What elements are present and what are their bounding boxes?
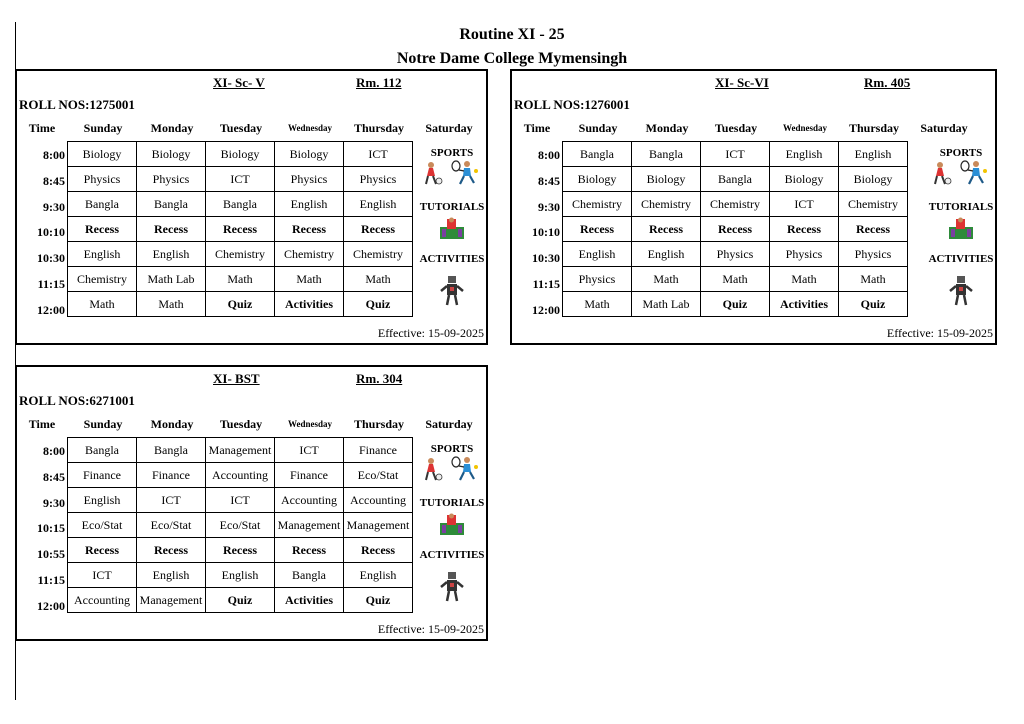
time-slot: 8:45 <box>43 173 65 188</box>
time-slot: 12:00 <box>37 598 65 613</box>
saturday-label-activities: ACTIVITIES <box>928 253 994 265</box>
table-row <box>68 217 413 242</box>
schedule-grid <box>67 437 413 613</box>
day-header-wednesday: Wednesday <box>287 123 332 133</box>
time-slot: 10:15 <box>37 521 65 536</box>
table-row <box>68 292 413 317</box>
schedule-cell: Biology <box>770 167 839 192</box>
schedule-cell: Physics <box>770 242 839 267</box>
schedule-cell: Recess <box>137 538 206 563</box>
day-header-saturday: Saturday <box>920 121 968 135</box>
time-slot: 12:00 <box>532 302 560 317</box>
schedule-cell: Recess <box>770 217 839 242</box>
activity-robot-icon <box>439 571 465 606</box>
schedule-cell: Physics <box>68 167 137 192</box>
schedule-cell: Recess <box>344 217 413 242</box>
schedule-cell: Biology <box>206 142 275 167</box>
schedule-cell: Management <box>275 513 344 538</box>
schedule-cell: Finance <box>137 463 206 488</box>
schedule-cell: Eco/Stat <box>344 463 413 488</box>
schedule-cell: Chemistry <box>632 192 701 217</box>
day-header-tuesday: Tuesday <box>219 121 263 135</box>
day-header-sunday: Sunday <box>83 121 123 135</box>
college-name: Notre Dame College Mymensingh <box>396 50 628 67</box>
table-row <box>68 267 413 292</box>
time-slot: 9:30 <box>538 199 560 214</box>
schedule-cell: English <box>206 563 275 588</box>
saturday-label-sports: SPORTS <box>939 147 983 159</box>
schedule-cell: Physics <box>344 167 413 192</box>
day-header-saturday: Saturday <box>425 121 473 135</box>
schedule-cell: ICT <box>206 167 275 192</box>
schedule-cell: Biology <box>839 167 908 192</box>
schedule-cell: Bangla <box>206 192 275 217</box>
day-header-thursday: Thursday <box>848 121 900 135</box>
table-row <box>563 242 908 267</box>
schedule-cell: Quiz <box>344 588 413 613</box>
schedule-cell: Physics <box>275 167 344 192</box>
schedule-cell: Biology <box>137 142 206 167</box>
schedule-cell: Math <box>206 267 275 292</box>
effective-date: Effective: 15-09-2025 <box>886 326 993 340</box>
day-header-sunday: Sunday <box>83 417 123 431</box>
day-header-saturday: Saturday <box>425 417 473 431</box>
routine-panel <box>15 365 488 641</box>
saturday-label-sports: SPORTS <box>430 443 474 455</box>
schedule-cell: Bangla <box>137 438 206 463</box>
class-name: XI- Sc- V <box>213 75 265 90</box>
table-row <box>68 242 413 267</box>
day-header-thursday: Thursday <box>353 417 405 431</box>
schedule-cell: English <box>137 563 206 588</box>
schedule-cell: Management <box>137 588 206 613</box>
day-header-time: Time <box>28 121 56 135</box>
schedule-cell: Bangla <box>137 192 206 217</box>
table-row <box>68 142 413 167</box>
schedule-cell: ICT <box>275 438 344 463</box>
saturday-column <box>417 439 487 619</box>
schedule-cell: Eco/Stat <box>206 513 275 538</box>
schedule-cell: Accounting <box>206 463 275 488</box>
schedule-cell: Activities <box>275 292 344 317</box>
time-slot: 10:10 <box>532 225 560 240</box>
schedule-cell: Math <box>632 267 701 292</box>
table-row <box>68 192 413 217</box>
day-header-tuesday: Tuesday <box>714 121 758 135</box>
schedule-cell: English <box>632 242 701 267</box>
table-row <box>68 563 413 588</box>
schedule-cell: Activities <box>770 292 839 317</box>
day-header-time: Time <box>28 417 56 431</box>
schedule-cell: Quiz <box>839 292 908 317</box>
tutorial-figure-icon <box>946 217 976 244</box>
schedule-cell: English <box>68 488 137 513</box>
time-slot: 10:30 <box>532 251 560 266</box>
schedule-cell: English <box>839 142 908 167</box>
schedule-cell: Recess <box>632 217 701 242</box>
saturday-label-sports: SPORTS <box>430 147 474 159</box>
roll-numbers: ROLL NOS:6271001 <box>19 393 135 408</box>
schedule-cell: Biology <box>275 142 344 167</box>
saturday-label-activities: ACTIVITIES <box>419 253 485 265</box>
effective-date: Effective: 15-09-2025 <box>377 622 484 636</box>
table-row <box>563 142 908 167</box>
schedule-cell: ICT <box>206 488 275 513</box>
day-header-monday: Monday <box>150 417 194 431</box>
time-slot: 8:45 <box>538 173 560 188</box>
schedule-cell: Chemistry <box>839 192 908 217</box>
schedule-cell: Recess <box>206 538 275 563</box>
day-header-time: Time <box>523 121 551 135</box>
schedule-cell: Chemistry <box>275 242 344 267</box>
schedule-cell: Finance <box>275 463 344 488</box>
tutorial-figure-icon <box>437 513 467 540</box>
schedule-cell: Biology <box>632 167 701 192</box>
schedule-cell: Math <box>275 267 344 292</box>
tutorial-figure-icon <box>437 217 467 244</box>
schedule-cell: Management <box>344 513 413 538</box>
roll-numbers: ROLL NOS:1275001 <box>19 97 135 112</box>
schedule-cell: Quiz <box>206 292 275 317</box>
schedule-cell: Bangla <box>68 438 137 463</box>
table-row <box>563 192 908 217</box>
table-row <box>68 167 413 192</box>
schedule-cell: Activities <box>275 588 344 613</box>
activity-robot-icon <box>948 275 974 310</box>
schedule-cell: Math <box>563 292 632 317</box>
schedule-cell: Physics <box>839 242 908 267</box>
time-slot: 10:30 <box>37 251 65 266</box>
schedule-cell: ICT <box>344 142 413 167</box>
class-name: XI- BST <box>213 371 260 386</box>
schedule-cell: Recess <box>206 217 275 242</box>
room-number: Rm. 304 <box>356 371 403 386</box>
schedule-cell: Chemistry <box>563 192 632 217</box>
saturday-label-activities: ACTIVITIES <box>419 549 485 561</box>
schedule-cell: Chemistry <box>206 242 275 267</box>
schedule-cell: Biology <box>563 167 632 192</box>
schedule-cell: Math <box>770 267 839 292</box>
schedule-cell: English <box>137 242 206 267</box>
table-row <box>563 267 908 292</box>
table-row <box>68 438 413 463</box>
schedule-cell: English <box>770 142 839 167</box>
schedule-cell: Math Lab <box>137 267 206 292</box>
schedule-cell: Finance <box>344 438 413 463</box>
room-number: Rm. 405 <box>864 75 911 90</box>
schedule-cell: Recess <box>839 217 908 242</box>
roll-numbers: ROLL NOS:1276001 <box>514 97 630 112</box>
schedule-cell: Physics <box>137 167 206 192</box>
time-slot: 11:15 <box>37 573 65 587</box>
table-row <box>68 488 413 513</box>
day-header-sunday: Sunday <box>578 121 618 135</box>
routine-panel <box>15 69 488 345</box>
schedule-cell: Math <box>839 267 908 292</box>
schedule-cell: Chemistry <box>344 242 413 267</box>
day-header-wednesday: Wednesday <box>287 419 332 429</box>
schedule-cell: Math Lab <box>632 292 701 317</box>
schedule-cell: Recess <box>563 217 632 242</box>
schedule-cell: Eco/Stat <box>68 513 137 538</box>
day-header-monday: Monday <box>645 121 689 135</box>
schedule-cell: ICT <box>701 142 770 167</box>
time-slot: 8:00 <box>538 148 560 162</box>
time-slot: 9:30 <box>43 199 65 214</box>
schedule-cell: Recess <box>68 217 137 242</box>
table-row <box>68 513 413 538</box>
schedule-cell: Quiz <box>206 588 275 613</box>
schedule-cell: Biology <box>68 142 137 167</box>
schedule-cell: Quiz <box>701 292 770 317</box>
schedule-cell: English <box>275 192 344 217</box>
table-row <box>563 292 908 317</box>
schedule-cell: Quiz <box>344 292 413 317</box>
schedule-cell: Physics <box>563 267 632 292</box>
schedule-cell: Chemistry <box>68 267 137 292</box>
effective-date: Effective: 15-09-2025 <box>377 326 484 340</box>
schedule-cell: Recess <box>275 538 344 563</box>
schedule-cell: Physics <box>701 242 770 267</box>
day-header-thursday: Thursday <box>353 121 405 135</box>
schedule-grid <box>562 141 908 317</box>
schedule-cell: English <box>344 563 413 588</box>
schedule-cell: English <box>344 192 413 217</box>
sports-players-icon <box>932 159 990 190</box>
activity-robot-icon <box>439 275 465 310</box>
sports-players-icon <box>423 455 481 486</box>
saturday-label-tutorials: TUTORIALS <box>419 497 485 509</box>
table-row <box>68 588 413 613</box>
schedule-cell: Bangla <box>275 563 344 588</box>
schedule-cell: Bangla <box>701 167 770 192</box>
day-header-wednesday: Wednesday <box>782 123 827 133</box>
schedule-cell: Recess <box>68 538 137 563</box>
room-number: Rm. 112 <box>356 75 402 90</box>
schedule-cell: Bangla <box>563 142 632 167</box>
time-slot: 8:00 <box>43 444 65 458</box>
schedule-cell: English <box>68 242 137 267</box>
routine-panel <box>510 69 997 345</box>
time-slot: 8:45 <box>43 469 65 484</box>
schedule-cell: ICT <box>137 488 206 513</box>
page-title: Routine XI - 25 <box>459 26 565 43</box>
schedule-cell: Math <box>701 267 770 292</box>
schedule-cell: Recess <box>701 217 770 242</box>
day-header-monday: Monday <box>150 121 194 135</box>
schedule-cell: ICT <box>68 563 137 588</box>
schedule-cell: Recess <box>344 538 413 563</box>
table-row <box>563 217 908 242</box>
sports-players-icon <box>423 159 481 190</box>
schedule-cell: Bangla <box>68 192 137 217</box>
schedule-cell: Recess <box>275 217 344 242</box>
time-slot: 11:15 <box>532 277 560 291</box>
time-slot: 11:15 <box>37 277 65 291</box>
time-slot: 10:10 <box>37 225 65 240</box>
schedule-cell: Eco/Stat <box>137 513 206 538</box>
schedule-cell: Math <box>68 292 137 317</box>
schedule-cell: Accounting <box>275 488 344 513</box>
saturday-column <box>417 143 487 323</box>
saturday-label-tutorials: TUTORIALS <box>419 201 485 213</box>
schedule-grid <box>67 141 413 317</box>
table-row <box>563 167 908 192</box>
day-header-tuesday: Tuesday <box>219 417 263 431</box>
schedule-cell: Math <box>344 267 413 292</box>
table-row <box>68 463 413 488</box>
saturday-column <box>926 143 996 323</box>
table-row <box>68 538 413 563</box>
schedule-cell: ICT <box>770 192 839 217</box>
schedule-cell: Chemistry <box>701 192 770 217</box>
schedule-cell: Finance <box>68 463 137 488</box>
schedule-cell: Accounting <box>344 488 413 513</box>
time-slot: 12:00 <box>37 302 65 317</box>
schedule-cell: Management <box>206 438 275 463</box>
schedule-cell: Recess <box>137 217 206 242</box>
time-slot: 10:55 <box>37 547 65 562</box>
schedule-cell: Accounting <box>68 588 137 613</box>
schedule-cell: English <box>563 242 632 267</box>
class-name: XI- Sc-VI <box>715 75 769 90</box>
time-slot: 8:00 <box>43 148 65 162</box>
time-slot: 9:30 <box>43 495 65 510</box>
schedule-cell: Bangla <box>632 142 701 167</box>
saturday-label-tutorials: TUTORIALS <box>928 201 994 213</box>
schedule-cell: Math <box>137 292 206 317</box>
